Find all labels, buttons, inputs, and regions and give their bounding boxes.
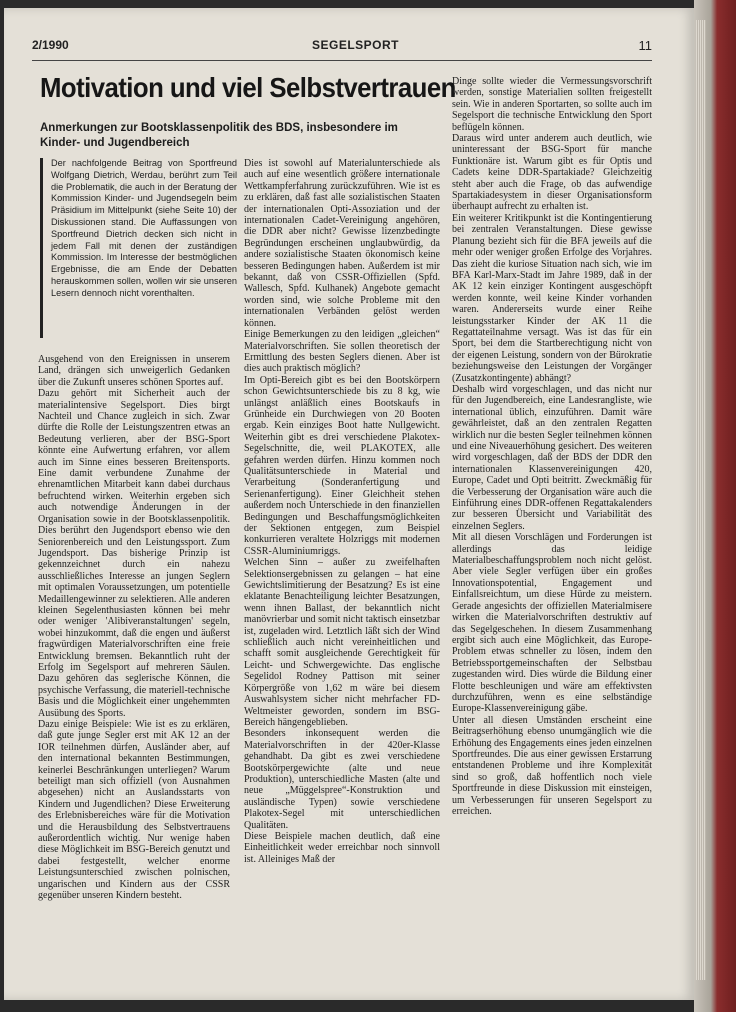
paragraph: Einige Bemerkungen zu den leidigen „gleichen“ Materialvorschriften. Sie sollen theoretisch der Ermittlung des besten Seglers dienen. Aber ist dies auch praktisch möglich?: [244, 329, 440, 375]
paragraph: Ausgehend von den Ereignissen in unserem Land, drängen sich unweigerlich Gedanken über die Zukunft unseres schönen Sportes auf.: [38, 354, 230, 388]
issue-number: 2/1990: [32, 38, 69, 52]
header-rule: [32, 60, 652, 61]
article-subheadline: Anmerkungen zur Bootsklassenpolitik des BDS, insbesondere im Kinder- und Jugendbereich: [40, 122, 398, 149]
paragraph: Deshalb wird vorgeschlagen, und das nicht nur für den Jugendbereich, eine Landesrangliste, wie international üblich, einzuführen. Damit wäre gewährleistet, daß an den zentralen Regatten wirklich nur die besten Segler teilnehmen können und eine Niveauerhöhung gesichert. Des weiteren wird vorgeschlagen, daß der BDS der DDR den internationalen Klassenvereinigungen 420, Europe, Cadet und Opti beitritt. Zweckmäßig für die Verbesserung der Organisation wäre auch die Einführung eines DDR-offenen Regattakalenders zur besseren Übersicht und Variabilität des einzelnen Seglers.: [452, 383, 652, 532]
paragraph: Ein weiterer Kritikpunkt ist die Kontingentierung bei zentralen Veranstaltungen. Diese gewisse Planung bezieht sich für die BFA jeweils auf die mehr oder weniger großen Erfolge des Vorjahres. Das zieht die kuriose Situation nach sich, wie im BFA Karl-Marx-Stadt im Jahre 1989, daß in der AK 12 kein einziger Kontingent ausgeschöpft werden konnte, weil keine Kinder vorhanden waren. Andererseits wurde einer Reihe leistungsstarker Kinder der AK 11 die Regattateilnahme versagt. Was ist das für ein Sport, bei dem die Startberechtigung nicht von der eigenen Leistung, sondern von der Bürokratie beziehungsweise den Leistungen der Vorgänger (Zusatzkontingente) abhängt?: [452, 212, 652, 384]
page-edges: [696, 20, 706, 980]
paragraph: Besonders inkonsequent werden die Materialvorschriften in der 420er-Klasse gehandhabt. Da gibt es zwei verschiedene Bootskörpergewichte (alte und neue Produktion), unterschiedliche Masten (alte und neue „Müggelspree“-Konstruktion und ausländische Typen) sowie verschiedene Plakotex-Segel mit unterschiedlichen Qualitäten.: [244, 728, 440, 831]
paragraph: Dies ist sowohl auf Materialunterschiede als auch auf eine wesentlich größere internationale Wettkampferfahrung zurückzuführen. Wie ist es zu erklären, daß fast alle sozialistischen Staaten der internationalen Opti-Assoziation und der internationalen Cadet-Vereinigung angehören, die DDR aber nicht? Gewisse lizenzbedingte Begründungen erscheinen unglaubwürdig, da andere sozialistische Staaten ökonomisch keine besseren Bedingungen haben. Außerdem ist mir bekannt, daß von CSSR-Offiziellen (Spfd. Wallesch, Spfd. Kulhanek) Angebote gemacht worden sind, wie solche Probleme mit den internationalen Verbänden gelöst werden können.: [244, 158, 440, 329]
paragraph: Diese Beispiele machen deutlich, daß eine Einheitlichkeit weder erreichbar noch sinnvoll ist. Alleiniges Maß der: [244, 830, 440, 865]
editorial-intro: Der nachfolgende Beitrag von Sportfreund Wolfgang Dietrich, Werdau, berührt zum Teil die Problematik, die auch in der Beratung der Kommission Kinder- und Jugendsegeln beim Präsidium im Mittelpunkt (siehe Seite 10) der Diskussionen stand. Die Auffassungen von Sportfreund Dietrich decken sich nicht in jedem Fall mit denen der zuständigen Kommission. Im Interesse der bestmöglichen Ergebnisse, die am Ende der Debatten herauskommen sollen, wollen wir sie unseren Lesern dennoch nicht vorenthalten.: [40, 158, 237, 338]
paragraph: Mit all diesen Vorschlägen und Forderungen ist allerdings das leidige Materialbeschaffungsproblem noch nicht gelöst. Aber viele Segler verfügen über ein großes Innovationspotential, Engagement und Einfallsreichtum, um diese Hürde zu meistern. Gerade angesichts der offiziellen Materialmisere wirken die Materialvorschriften destruktiv auf das Segelgeschehen. In diesem Zusammenhang ergibt sich auch eine Möglichkeit, das Europe-Problem etwas schneller zu lösen, indem den Betriebssportgemeinschaften der Selbstbau zugestanden wird. Dies würde die Bildung einer Flotte beschleunigen und wäre am effektivsten durchzuführen, wenn es eine selbständige Europe-Klassenvereinigung gäbe.: [452, 532, 652, 715]
article-column-1: [38, 354, 230, 932]
paragraph: Welchen Sinn – außer zu zweifelhaften Selektionsergebnissen zu gelangen – hat eine Gewichtslimitierung der Besatzung? Es ist eine eklatante Benachteiligung leichter Besatzungen, wenn ihnen Ballast, der bekanntlich nicht manövrierbar und somit nicht taktisch einsetzbar ist, zugeladen wird. Letztlich läßt sich der Wind schließlich auch nicht vereinheitlichen und schafft somit ausgleichende Gerechtigkeit für Leicht- und Schwergewichte. Das englische Segelidol Rodney Pattison mit seiner Körpergröße von 1,62 m wäre bei diesem Auswahlsystem sicher nicht mehrfacher FD-Weltmeister geworden, sondern im BSG-Bereich hängengeblieben.: [244, 557, 440, 728]
paragraph: Dazu einige Beispiele: Wie ist es zu erklären, daß gute junge Segler erst mit AK 12 an der IOR teilnehmen dürfen, Ausländer aber, auf den international bekannten Bestimmungen, keinerlei Beschränkungen unterliegen? Warum beteiligt man sich offiziell (von Ausnahmen abgesehen) nicht an Auslandsstarts von Kindern und Jugendlichen? Diese Erweiterung des Erlebnisbereiches wäre für die Motivation und die Herausbildung des Selbstvertrauens außerordentlich wichtig. Nur wenige haben diese Möglichkeit im BSG-Bereich genutzt und dabei festgestellt, welcher enorme Leistungsunterschied zwischen polnischen, ungarischen und Kindern aus der CSSR gegenüber unseren Kindern besteht.: [38, 719, 230, 902]
article-column-3: [452, 76, 652, 946]
magazine-page: [4, 8, 694, 1000]
section-title: SEGELSPORT: [312, 38, 400, 52]
paragraph: Im Opti-Bereich gibt es bei den Bootskörpern schon Gewichtsunterschiede bis zu 8 kg, wie unlängst anläßlich eines Bootskaufs in Grünheide ein Durchwiegen von 20 Booten ergab. Kein einziges Boot hatte Nullgewicht. Weiterhin gibt es drei verschiedene Plakotex-Segelschnitte, die, weil PLAKOTEX, alle gefahren werden dürfen. Hinzu kommen noch Qualitätsunterschiede in Material und Verarbeitung (Sonderanfertigung und Serienanfertigung). Einer Gleichheit stehen außerdem noch Unterschiede in den finanziellen Bedingungen und Beschaffungsmöglichkeiten der Sektionen entgegen, zum Beispiel konkurrieren veraltete Holzriggs mit modernen CSSR-Aluminiumriggs.: [244, 374, 440, 557]
page-number: 11: [638, 38, 652, 53]
paragraph: Daraus wird unter anderem auch deutlich, wie uninteressant der BSG-Sport für manche Funktionäre ist. Warum gibt es für Optis und Cadets keine DDR-Spartakiade? Gleichzeitig steht aber auch die Frage, ob das aufwendige Spartakiadesystem in dieser Organisationsform überhaupt aufrecht zu erhalten ist.: [452, 133, 652, 213]
paragraph: Dinge sollte wieder die Vermessungsvorschrift werden, sonstige Materialien sollten freigestellt sein. Wie in anderen Sportarten, so sollte auch im Segelsport die technische Entwicklung den Sport beflügeln können.: [452, 76, 652, 133]
paragraph: Dazu gehört mit Sicherheit auch der materialintensive Segelsport. Dies birgt Nachteil und Chance zugleich in sich. Zwar dürfte die Rolle der Leistungszentren etwas an Bedeutung verlieren, aber der BSG-Sport könnte eine Aufwertung erfahren, vor allem auch im Sinne eines besseren Breitensports. Eine damit verbundene Zunahme der ehrenamtlichen Mitarbeit kann dabei durchaus befruchtend wirken. Weiterhin ergeben sich auch notwendige Änderungen in der Organisation sowie in der Bootsklassenpolitik. Dies berührt den Jugendsport ebenso wie den Seniorenbereich und den Leistungssport. Zum Jugendsport. Das bisherige Prinzip ist gekennzeichnet durch ein nahezu ausschließliches Interesse an jungen Seglern mit optimalen Voraussetzungen, um potentielle Medaillengewinner zu selektieren. Alle anderen kleinen Segelenthusiasten können bei mehr oder weniger 'Alibiveranstaltungen' segeln, wobei hinzukommt, daß die engen und äußerst fragwürdigen Materialvorschriften eine freie Entwicklung bremsen. Bekanntlich ruht der Erfolg im Segelsport auf mehreren Säulen. Dazu gehören das seglerische Können, die psychische Verfassung, die materiell-technische Basis und die Möglichkeit einer ungehemmten Ausübung des Sports.: [38, 388, 230, 719]
article-column-2: [244, 158, 440, 932]
paragraph: Unter all diesen Umständen erscheint eine Beitragserhöhung ebenso unumgänglich wie die Erhöhung des Engagements eines jeden einzelnen Sportfreundes. Die aus einer gewissen Erstarrung entstandenen Probleme und ihre Komplexität sind so groß, daß hoffentlich noch viele Sportfreunde in diese Diskussion mit einsteigen, um Verbesserungen für unseren Segelsport zu erreichen.: [452, 714, 652, 817]
book-spine: [694, 0, 736, 1012]
running-head: [32, 38, 652, 56]
article-headline: Motivation und viel Selbstvertrauen: [40, 72, 456, 103]
